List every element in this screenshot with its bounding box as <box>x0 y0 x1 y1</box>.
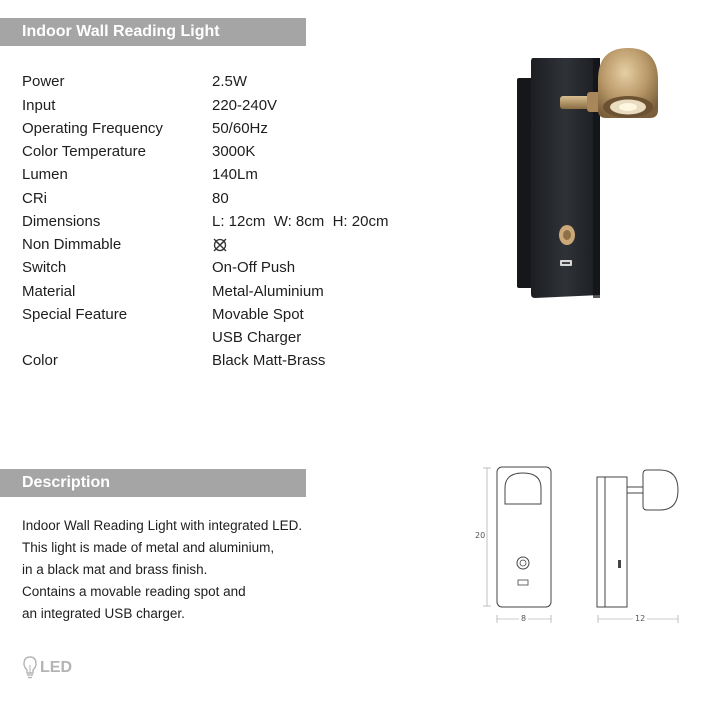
spec-value: Metal-Aluminium <box>212 283 324 300</box>
description-line: Contains a movable reading spot and <box>22 584 246 599</box>
technical-drawing-front <box>470 460 570 630</box>
bulb-icon <box>22 656 38 680</box>
spec-label: Color Temperature <box>22 143 146 160</box>
product-image <box>505 40 675 310</box>
spec-value: 2.5W <box>212 73 248 90</box>
technical-drawing-side <box>590 460 690 630</box>
spec-value: Movable Spot <box>212 306 304 323</box>
spec-value: Black Matt-Brass <box>212 352 326 369</box>
spec-value: 140Lm <box>212 166 258 183</box>
specs-section-header: Indoor Wall Reading Light <box>0 18 306 46</box>
dimension-height-label: 20 <box>475 531 486 540</box>
dimension-width-label: 8 <box>521 614 527 623</box>
dimension-depth-label: 12 <box>635 614 646 623</box>
spec-value: USB Charger <box>212 329 302 346</box>
description-line: This light is made of metal and aluminium, <box>22 540 275 555</box>
spec-value: 80 <box>212 190 229 207</box>
led-badge <box>22 656 72 680</box>
spec-value: 50/60Hz <box>212 120 268 137</box>
non-dimmable-icon <box>212 237 228 259</box>
spec-value: 3000K <box>212 143 256 160</box>
description-line: Indoor Wall Reading Light with integrated LED. <box>22 518 303 533</box>
spec-value: L: 12cm W: 8cm H: 20cm <box>212 213 389 230</box>
spec-value: On-Off Push <box>212 259 296 276</box>
spec-label: Dimensions <box>22 213 101 230</box>
spec-label: Switch <box>22 259 67 276</box>
led-label: LED <box>40 659 72 676</box>
spec-label: Special Feature <box>22 306 128 323</box>
spec-label: Power <box>22 73 65 90</box>
spec-label: Operating Frequency <box>22 120 163 137</box>
spec-value: 220-240V <box>212 97 278 114</box>
spec-label: Lumen <box>22 166 68 183</box>
spec-label: Input <box>22 97 56 114</box>
description-section-header: Description <box>0 469 306 497</box>
spec-label: Non Dimmable <box>22 236 122 253</box>
spec-label: CRi <box>22 190 47 207</box>
description-line: an integrated USB charger. <box>22 606 185 621</box>
spec-label: Material <box>22 283 76 300</box>
spec-label: Color <box>22 352 58 369</box>
description-line: in a black mat and brass finish. <box>22 562 208 577</box>
